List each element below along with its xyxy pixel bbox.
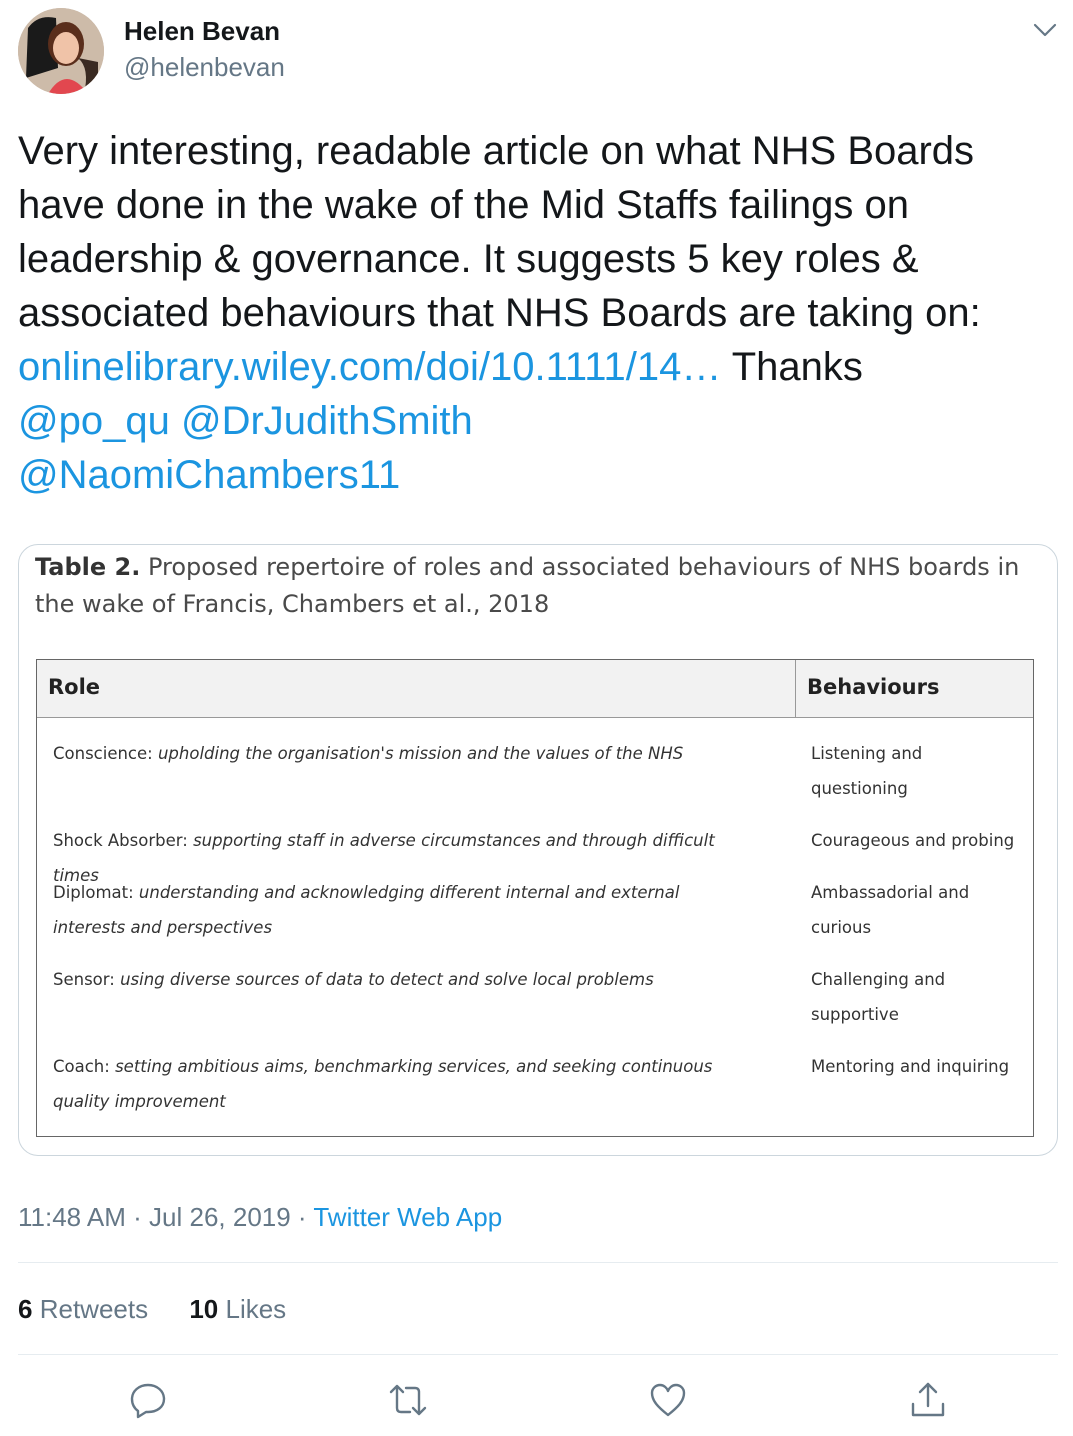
retweet-icon[interactable] [388, 1380, 428, 1420]
author-handle[interactable]: @helenbevan [124, 52, 285, 82]
table-row-behaviour: Mentoring and inquiring [811, 1057, 1010, 1076]
source-link[interactable]: Twitter Web App [313, 1202, 503, 1232]
tweet-meta [18, 1202, 502, 1233]
likes-stat[interactable] [189, 1294, 286, 1324]
role-name: Coach: [53, 1057, 110, 1076]
chevron-down-icon[interactable] [1030, 18, 1060, 42]
divider [18, 1354, 1058, 1355]
author-name[interactable]: Helen Bevan [124, 16, 281, 46]
mention-po-qu[interactable]: @po_qu [18, 399, 170, 443]
table-row-behaviour: Listening and questioning [811, 744, 923, 798]
table-row-role [53, 1049, 753, 1119]
role-description: upholding the organisation's mission and the values of the NHS [157, 744, 684, 763]
share-icon[interactable] [908, 1380, 948, 1420]
mention-naomichambers11[interactable]: @NaomiChambers11 [18, 453, 401, 497]
retweets-count: 6 [18, 1294, 33, 1324]
table-header [37, 660, 1033, 718]
retweets-stat[interactable] [18, 1294, 148, 1324]
role-name: Diplomat: [53, 883, 134, 902]
table-caption-text: Proposed repertoire of roles and associated behaviours of NHS boards in the wake of Francis, Chambers et al., 2018 [35, 553, 1020, 618]
timestamp[interactable]: 11:48 AM · Jul 26, 2019 · [18, 1202, 314, 1232]
reply-icon[interactable] [128, 1380, 168, 1420]
header-behaviours: Behaviours [807, 675, 940, 699]
table-row-behaviour: Challenging and supportive [811, 970, 946, 1024]
tweet-text-part: Thanks [721, 345, 863, 389]
table-row-behaviour: Ambassadorial and curious [811, 883, 970, 937]
retweets-label: Retweets [39, 1294, 149, 1324]
table-row-role [53, 736, 753, 771]
likes-count: 10 [189, 1294, 219, 1324]
likes-label: Likes [225, 1294, 287, 1324]
heart-icon[interactable] [648, 1380, 688, 1420]
role-name: Conscience: [53, 744, 153, 763]
table-caption-label: Table 2. [35, 553, 141, 581]
media-card[interactable] [18, 544, 1058, 1156]
role-description: understanding and acknowledging different internal and external interests and perspectives [53, 883, 680, 937]
header-role: Role [48, 675, 101, 699]
divider [18, 1262, 1058, 1263]
table-row-role [53, 875, 753, 945]
role-description: setting ambitious aims, benchmarking services, and seeking continuous quality improvement [53, 1057, 713, 1111]
roles-table [36, 659, 1034, 1137]
role-description: supporting staff in adverse circumstances and through difficult times [53, 831, 715, 885]
avatar[interactable] [18, 8, 104, 94]
table-row-role [53, 962, 753, 997]
table-row-behaviour: Courageous and probing [811, 831, 1015, 850]
article-link[interactable]: onlinelibrary.wiley.com/doi/10.1111/14… [18, 345, 722, 389]
tweet-text [18, 124, 1058, 502]
role-name: Sensor: [53, 970, 115, 989]
table-caption [35, 549, 1040, 623]
role-name: Shock Absorber: [53, 831, 188, 850]
tweet-text-part: Very interesting, readable article on what NHS Boards have done in the wake of the Mid Staffs failings on leadership & governance. It suggests 5 key roles & associated behaviours that NHS Boards are taking on: [18, 129, 981, 335]
tweet-stats [18, 1294, 320, 1325]
role-description: using diverse sources of data to detect and solve local problems [120, 970, 654, 989]
mention-drjudithsmith[interactable]: @DrJudithSmith [180, 399, 473, 443]
